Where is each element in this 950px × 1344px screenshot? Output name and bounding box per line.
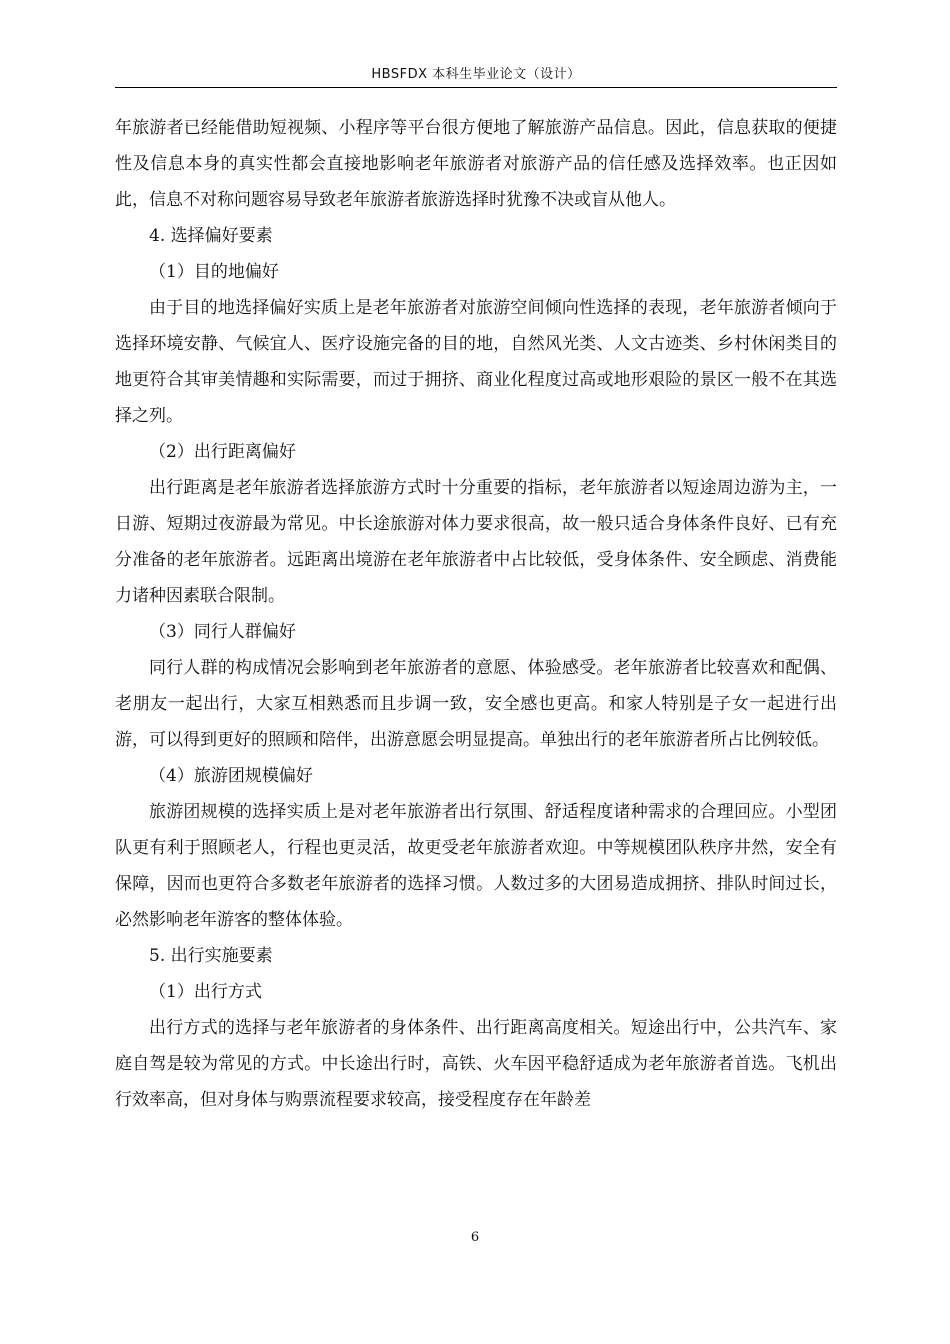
- paragraph-distance: 出行距离是老年旅游者选择旅游方式时十分重要的指标，老年旅游者以短途周边游为主，一日游、短期过夜游最为常见。中长途旅游对体力要求很高，故一般只适合身体条件良好、已有充分准备的老年旅游者。远距离出境游在老年旅游者中占比较低，受身体条件、安全顾虑、消费能力诸种因素联合限制。: [115, 478, 837, 606]
- subheading-group-size: （4）旅游团规模偏好: [149, 766, 313, 786]
- section-heading-preference: 4. 选择偏好要素: [149, 226, 273, 246]
- subheading-transport: （1）出行方式: [149, 982, 262, 1002]
- subheading-destination: （1）目的地偏好: [149, 262, 279, 282]
- subheading-companions: （3）同行人群偏好: [149, 622, 296, 642]
- header-rule: [115, 87, 837, 88]
- section-heading-implementation: 5. 出行实施要素: [149, 946, 273, 966]
- page-body: [115, 110, 837, 1118]
- paragraph-transport: 出行方式的选择与老年旅游者的身体条件、出行距离高度相关。短途出行中，公共汽车、家庭自驾是较为常见的方式。中长途出行时，高铁、火车因平稳舒适成为老年旅游者首选。飞机出行效率高，但对身体与购票流程要求较高，接受程度存在年龄差: [115, 1018, 837, 1110]
- page-number: 6: [470, 1230, 480, 1245]
- paragraph-group-size: 旅游团规模的选择实质上是对老年旅游者出行氛围、舒适程度诸种需求的合理回应。小型团队更有利于照顾老人，行程也更灵活，故更受老年旅游者欢迎。中等规模团队秩序井然，安全有保障，因而也更符合多数老年旅游者的选择习惯。人数过多的大团易造成拥挤、排队时间过长，必然影响老年游客的整体体验。: [115, 802, 837, 930]
- paragraph-destination: 由于目的地选择偏好实质上是老年旅游者对旅游空间倾向性选择的表现，老年旅游者倾向于选择环境安静、气候宜人、医疗设施完备的目的地，自然风光类、人文古迹类、乡村休闲类目的地更符合其审美情趣和实际需要，而过于拥挤、商业化程度过高或地形艰险的景区一般不在其选择之列。: [115, 298, 837, 426]
- subheading-distance: （2）出行距离偏好: [149, 442, 296, 462]
- paragraph-companions: 同行人群的构成情况会影响到老年旅游者的意愿、体验感受。老年旅游者比较喜欢和配偶、老朋友一起出行，大家互相熟悉而且步调一致，安全感也更高。和家人特别是子女一起进行出游，可以得到更好的照顾和陪伴，出游意愿会明显提高。单独出行的老年旅游者所占比例较低。: [115, 658, 837, 750]
- paragraph-info-access: 年旅游者已经能借助短视频、小程序等平台很方便地了解旅游产品信息。因此，信息获取的便捷性及信息本身的真实性都会直接地影响老年旅游者对旅游产品的信任感及选择效率。也正因如此，信息不对称问题容易导致老年旅游者旅游选择时犹豫不决或盲从他人。: [115, 118, 837, 210]
- running-header: HBSFDX 本科生毕业论文（设计）: [371, 67, 581, 82]
